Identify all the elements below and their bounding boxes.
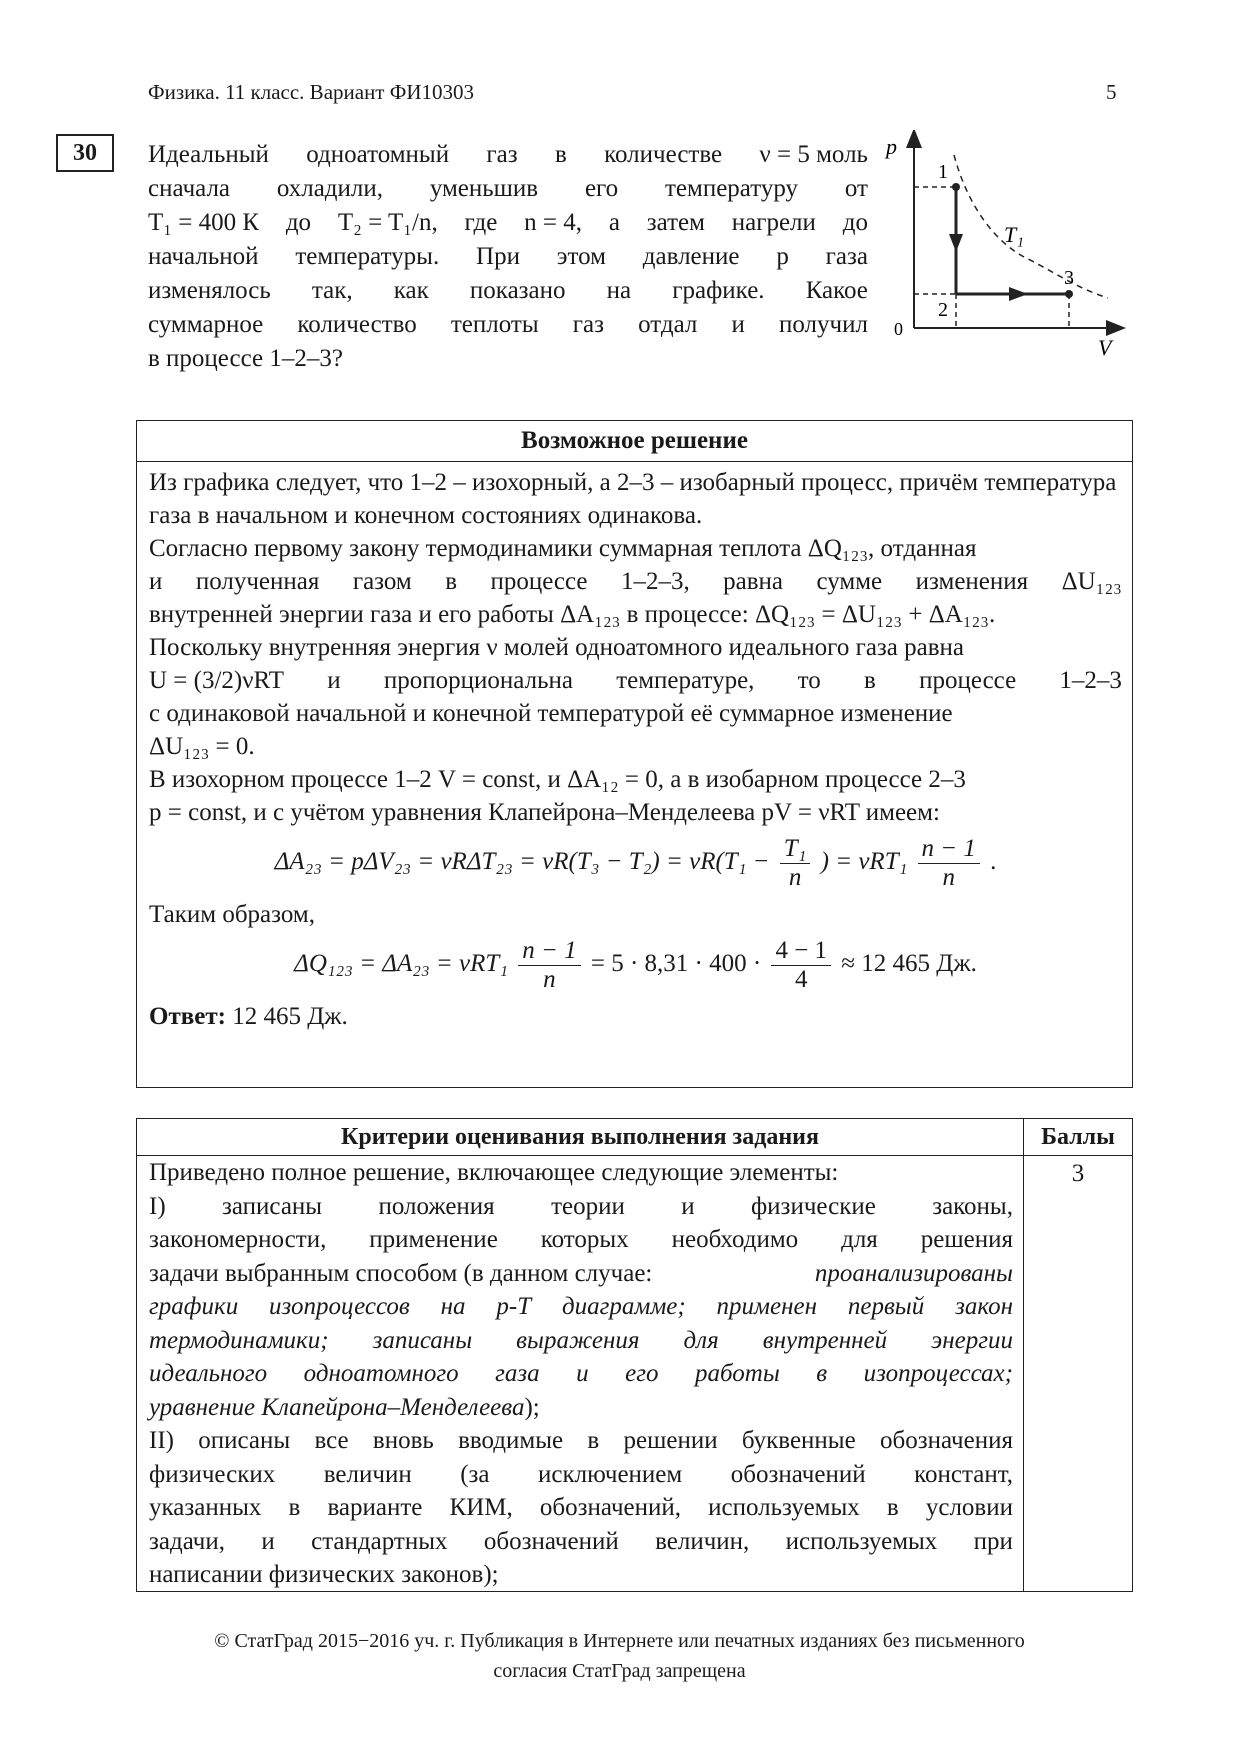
footer-line: © СтатГрад 2015−2016 уч. г. Публикация в Интернете или печатных изданиях без письменного — [214, 1630, 1025, 1652]
word: на — [440, 1293, 466, 1320]
word: изменялось — [148, 277, 271, 304]
word: описаны — [198, 1427, 291, 1454]
word: изопроцессов — [269, 1293, 410, 1320]
fraction — [771, 937, 831, 994]
word: величин — [323, 1460, 412, 1488]
fraction — [918, 835, 980, 892]
word: термодинамики; — [149, 1326, 329, 1354]
axis-label-p: p — [886, 134, 897, 159]
word: внутренней — [762, 1326, 888, 1354]
word: начальной — [148, 243, 259, 270]
formula-heat — [149, 937, 1122, 994]
word: n = 4, — [524, 209, 583, 236]
word: закон — [955, 1293, 1013, 1320]
fraction-denominator: n — [543, 966, 556, 993]
word: первый — [847, 1293, 925, 1320]
solution-body — [137, 462, 1132, 1033]
word: полученная — [195, 568, 320, 595]
word: на — [606, 277, 632, 304]
word: до — [842, 209, 868, 236]
solution-line: Поскольку внутренняя энергия ν молей одноатомного идеального газа равна — [149, 634, 965, 661]
fraction-numerator: 4 − 1 — [771, 937, 831, 966]
word: II) — [149, 1427, 174, 1454]
word: температуре, — [616, 667, 755, 694]
word: где — [464, 209, 498, 236]
word: температуру — [664, 175, 799, 202]
arrow-1-2 — [949, 234, 963, 252]
task-line — [148, 172, 868, 206]
word: и — [327, 667, 341, 694]
word: Идеальный — [148, 141, 269, 168]
fraction-numerator: n − 1 — [518, 937, 580, 966]
word: нагрели — [731, 209, 816, 236]
solution-line: внутренней энергии газа и его работы ΔA₁₂₃ в процессе: ΔQ₁₂₃ = ΔU₁₂₃ + ΔA₁₂₃. — [149, 601, 996, 628]
formula-part: ΔQ₁₂₃ = ΔA₂₃ = νRT₁ — [294, 950, 508, 978]
criteria-header-row — [137, 1119, 1132, 1156]
criteria-line — [149, 1257, 1013, 1291]
word: При — [476, 243, 520, 270]
criteria-line — [149, 1324, 1013, 1358]
solution-line: ΔU₁₂₃ = 0. — [149, 733, 255, 760]
word: суммарное — [148, 311, 264, 338]
word: газ — [486, 141, 518, 168]
criteria-line — [149, 1223, 1013, 1257]
word: I) — [149, 1192, 166, 1220]
answer-line — [149, 1000, 1122, 1033]
word: сумме — [816, 568, 883, 595]
word: процессе — [919, 667, 1017, 694]
word: газ — [572, 311, 604, 338]
solution-paragraph: Из графика следует, что 1–2 – изохорный, а 2–3 – изобарный процесс, причём температура газа в начальном и конечном состояниях одинакова. — [149, 469, 1117, 529]
word: физические — [750, 1192, 876, 1220]
word: решении — [623, 1427, 718, 1454]
word: варианте — [327, 1494, 423, 1521]
criteria-line — [149, 1525, 1013, 1559]
solution-line: Согласно первому закону термодинамики суммарная теплота ΔQ₁₂₃, отданная — [149, 535, 977, 562]
word: условии — [925, 1494, 1013, 1521]
word: графике. — [672, 277, 765, 304]
criteria-line — [149, 1190, 1013, 1224]
word: количестве — [604, 141, 723, 168]
isotherm-curve — [954, 155, 1108, 298]
word: p-T — [496, 1293, 532, 1320]
task-number: 30 — [56, 134, 114, 172]
word: обозначений, — [539, 1494, 682, 1521]
fraction-numerator: T₁ — [780, 835, 811, 864]
word: температуры. — [295, 243, 440, 270]
word: положения — [378, 1192, 495, 1220]
formula-part: = 5 · 8,31 · 400 · — [590, 950, 762, 978]
word: в — [816, 1360, 828, 1387]
point-3-label: 3 — [1064, 267, 1074, 289]
word: величин, — [655, 1527, 750, 1555]
word: уменьшив — [429, 175, 539, 202]
word: теплоты — [450, 311, 539, 338]
word: выражения — [516, 1326, 640, 1354]
word: газа — [825, 243, 868, 270]
word: обозначений — [730, 1460, 866, 1488]
word: T₁ = 400 К — [148, 209, 260, 236]
word: обозначения — [879, 1427, 1013, 1454]
page-number: 5 — [1106, 80, 1117, 104]
word: стандартных — [311, 1527, 448, 1555]
task-line — [148, 206, 868, 240]
word: в — [886, 1494, 899, 1521]
word: диаграмме; — [561, 1293, 686, 1320]
word: указанных — [149, 1494, 262, 1521]
word: Какое — [805, 277, 868, 304]
solution-line: В изохорном процессе 1–2 V = const, и ΔA₁₂ = 0, а в изобарном процессе 2–3 — [149, 766, 966, 793]
word: которых — [540, 1226, 629, 1253]
formula-work — [149, 835, 1122, 892]
word: в — [587, 1427, 600, 1454]
word: одноатомного — [303, 1360, 459, 1387]
answer-value: 12 465 Дж. — [232, 1003, 348, 1030]
word: одноатомный — [306, 141, 450, 168]
word: и — [576, 1360, 589, 1387]
word: вводимые — [458, 1427, 564, 1454]
word: 1–2–3, — [620, 568, 690, 595]
word: в — [554, 141, 567, 168]
criteria-line — [149, 1424, 1013, 1458]
word: используемых — [785, 1527, 938, 1555]
fraction — [518, 937, 580, 994]
word: физических — [149, 1460, 276, 1488]
point-3 — [1065, 290, 1073, 298]
solution-title: Возможное решение — [137, 421, 1132, 462]
task-line: в процессе 1–2–3? — [148, 345, 343, 372]
word: в — [864, 667, 876, 694]
word: до — [285, 209, 312, 236]
criteria-line — [149, 1458, 1013, 1492]
fraction-numerator: n − 1 — [918, 835, 980, 864]
word: показано — [469, 277, 566, 304]
word: давление — [642, 243, 740, 270]
word: для — [841, 1226, 878, 1253]
word: получил — [779, 311, 868, 338]
criteria-line: Приведено полное решение, включающее следующие элементы: — [149, 1159, 839, 1186]
word: и — [261, 1527, 275, 1555]
word: изопроцессах; — [863, 1360, 1013, 1387]
task-line — [148, 240, 868, 274]
fraction-denominator: 4 — [794, 966, 808, 993]
point-2-label: 2 — [938, 299, 948, 321]
criteria-header: Критерии оценивания выполнения задания — [137, 1119, 1024, 1155]
point-1-label: 1 — [938, 161, 948, 183]
score-value: 3 — [1071, 1160, 1085, 1187]
criteria-table — [136, 1118, 1133, 1592]
word: p — [776, 243, 789, 270]
word: изменения — [915, 568, 1029, 595]
fraction-denominator: n — [788, 864, 802, 891]
score-header: Баллы — [1041, 1124, 1115, 1150]
criteria-line — [149, 1357, 1013, 1391]
solution-line: p = const, и с учётом уравнения Клапейрона–Менделеева pV = νRT имеем: — [149, 799, 940, 826]
word: энергии — [931, 1326, 1013, 1354]
criteria-line — [149, 1391, 1013, 1425]
word: охладили, — [276, 175, 383, 202]
word: от — [844, 175, 868, 202]
word: работы — [695, 1360, 780, 1387]
word: T₂ = T₁/n, — [337, 209, 438, 236]
criteria-text-plain: задачи выбранным способом (в данном случае: — [149, 1259, 653, 1287]
word: так, — [311, 277, 353, 304]
word: ΔU₁₂₃ — [1061, 568, 1122, 595]
fraction — [780, 835, 811, 892]
word: и — [731, 311, 745, 338]
word: при — [973, 1527, 1013, 1555]
word: сначала — [148, 175, 231, 202]
word: газом — [352, 568, 412, 595]
word: необходимо — [671, 1226, 799, 1253]
word: исключением — [538, 1460, 683, 1488]
solution-line: с одинаковой начальной и конечной температурой её суммарное изменение — [149, 700, 953, 727]
formula-part: ) = νRT₁ — [820, 848, 908, 876]
word: решения — [920, 1226, 1013, 1253]
criteria-text-italic: уравнение Клапейрона–Менделеева — [149, 1393, 525, 1421]
p-v-graph — [876, 130, 1126, 362]
word: и — [149, 568, 163, 595]
axis-label-v: V — [1098, 335, 1112, 360]
solution-line — [149, 565, 1122, 598]
arrow-2-3 — [1009, 287, 1028, 301]
solution-line — [149, 664, 1122, 697]
word: вновь — [372, 1427, 434, 1454]
word: все — [314, 1427, 349, 1454]
word: законы, — [932, 1192, 1013, 1220]
task-statement — [148, 138, 868, 376]
word: в — [445, 568, 458, 595]
word: процессе — [490, 568, 588, 595]
word: применение — [369, 1226, 498, 1253]
formula-part: . — [990, 848, 997, 876]
word: этом — [556, 243, 606, 270]
origin-label: 0 — [894, 319, 903, 339]
criteria-line — [149, 1290, 1013, 1324]
word: ν = 5 моль — [759, 141, 868, 168]
task-line — [148, 138, 868, 172]
page-header: Физика. 11 класс. Вариант ФИ10303 — [148, 80, 474, 104]
word: (за — [460, 1460, 490, 1488]
criteria-line: написании физических законов); — [149, 1561, 499, 1588]
word: отдал — [638, 311, 698, 338]
word: графики — [149, 1293, 239, 1320]
word: обозначений — [483, 1527, 619, 1555]
criteria-row — [137, 1156, 1132, 1592]
word: равна — [723, 568, 784, 595]
word: U = (3/2)νRT — [149, 667, 284, 694]
word: в — [288, 1494, 301, 1521]
isotherm-label: T₁ — [1004, 222, 1024, 247]
word: его — [625, 1360, 659, 1387]
word: констант, — [914, 1460, 1013, 1488]
formula-part: ≈ 12 465 Дж. — [841, 950, 977, 978]
word: газа — [495, 1360, 540, 1387]
word: записаны — [372, 1326, 473, 1354]
solution-line: Таким образом, — [149, 901, 315, 928]
point-1 — [952, 183, 960, 191]
footer-line: согласия СтатГрад запрещена — [493, 1660, 746, 1682]
task-line — [148, 274, 868, 308]
word: буквенные — [741, 1427, 856, 1454]
word: записаны — [222, 1192, 323, 1220]
solution-box — [136, 420, 1133, 1088]
footer — [0, 1626, 1239, 1686]
criteria-text-italic: проанализированы — [814, 1259, 1013, 1287]
word: как — [393, 277, 429, 304]
word: идеального — [149, 1360, 268, 1387]
task-line — [148, 308, 868, 342]
answer-label: Ответ: — [149, 1003, 226, 1030]
word: закономерности, — [149, 1226, 327, 1253]
word: затем — [646, 209, 705, 236]
word: применен — [716, 1293, 817, 1320]
word: и — [681, 1192, 695, 1220]
word: для — [683, 1326, 719, 1354]
word: а — [608, 209, 620, 236]
criteria-text — [137, 1156, 1024, 1592]
word: его — [584, 175, 619, 202]
word: задачи, — [149, 1527, 225, 1555]
word: КИМ, — [449, 1494, 513, 1521]
criteria-line — [149, 1491, 1013, 1525]
word: то — [797, 667, 821, 694]
word: 1–2–3 — [1059, 667, 1122, 694]
fraction-denominator: n — [942, 864, 955, 891]
word: количество — [297, 311, 417, 338]
word: теории — [551, 1192, 625, 1220]
criteria-text-plain: ); — [524, 1393, 540, 1421]
word: пропорциональна — [383, 667, 573, 694]
formula-part: ΔA₂₃ = pΔV₂₃ = νRΔT₂₃ = νR(T₃ − T₂) = νR(T₁ − — [274, 848, 776, 876]
word: используемых — [708, 1494, 860, 1521]
